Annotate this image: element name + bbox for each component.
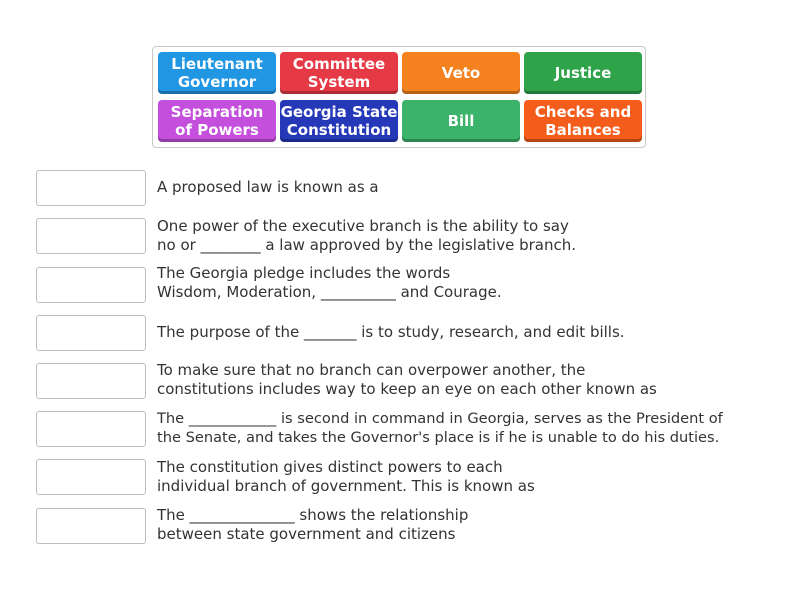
tile-committee-system[interactable]: Committee System — [280, 52, 398, 94]
tile-lieutenant-governor[interactable]: Lieutenant Governor — [158, 52, 276, 94]
answer-slot-4[interactable] — [36, 315, 146, 351]
question-2: One power of the executive branch is the ability to say no or ________ a law approved by the legislative branch. — [157, 217, 576, 254]
question-6: The ____________ is second in command in Georgia, serves as the President of the Senate, and takes the Governor's place is if he is unable to do his duties. — [157, 410, 723, 446]
question-3: The Georgia pledge includes the words Wisdom, Moderation, __________ and Courage. — [157, 264, 502, 301]
question-8: The ______________ shows the relationship between state government and citizens — [157, 506, 469, 543]
tile-separation-of-powers[interactable]: Separation of Powers — [158, 100, 276, 142]
tile-veto[interactable]: Veto — [402, 52, 520, 94]
answer-slot-6[interactable] — [36, 411, 146, 447]
tile-georgia-state-constitution[interactable]: Georgia State Constitution — [280, 100, 398, 142]
answer-slot-1[interactable] — [36, 170, 146, 206]
answer-slot-2[interactable] — [36, 218, 146, 254]
question-4: The purpose of the _______ is to study, research, and edit bills. — [157, 323, 625, 341]
answer-slot-8[interactable] — [36, 508, 146, 544]
answer-slot-7[interactable] — [36, 459, 146, 495]
question-5: To make sure that no branch can overpower another, the constitutions includes way to keep an eye on each other known as — [157, 361, 657, 398]
tile-checks-and-balances[interactable]: Checks and Balances — [524, 100, 642, 142]
tile-justice[interactable]: Justice — [524, 52, 642, 94]
answer-slot-5[interactable] — [36, 363, 146, 399]
tile-bill[interactable]: Bill — [402, 100, 520, 142]
question-1: A proposed law is known as a — [157, 178, 379, 196]
word-bank — [152, 46, 646, 148]
question-7: The constitution gives distinct powers to each individual branch of government. This is known as — [157, 458, 535, 495]
answer-slot-3[interactable] — [36, 267, 146, 303]
